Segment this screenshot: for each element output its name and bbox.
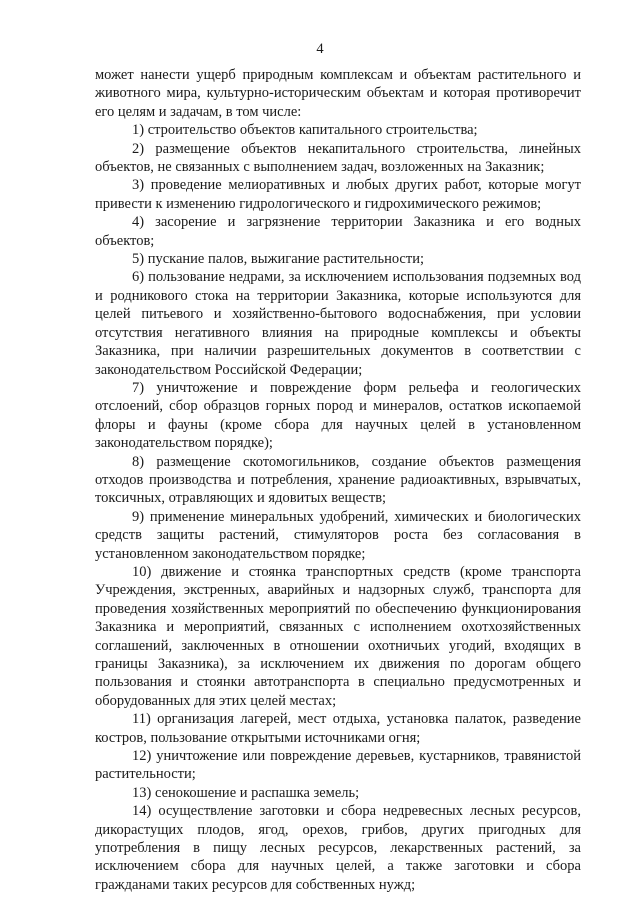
list-item-3: 3) проведение мелиоративных и любых других работ, которые могут привести к изменению гидрологического и гидрохимического режимов; — [95, 177, 581, 212]
list-item-4: 4) засорение и загрязнение территории Заказника и его водных объектов; — [95, 214, 581, 249]
list-item-9: 9) применение минеральных удобрений, химических и биологических средств защиты растений, стимуляторов роста без согласования в установленном законодательством порядке; — [95, 508, 581, 562]
list-item-14: 14) осуществление заготовки и сбора недревесных лесных ресурсов, дикорастущих плодов, ягод, орехов, грибов, других пригодных для употребления в пищу лесных ресурсов, лекарственных растений, за исключением сбора для научных целей, а также заготовки и сбора гражданами таких ресурсов для собственных нужд; — [95, 803, 581, 893]
list-item-11: 11) организация лагерей, мест отдыха, установка палаток, разведение костров, пользование открытыми источниками огня; — [95, 711, 581, 746]
document-body — [95, 66, 581, 894]
list-item-2: 2) размещение объектов некапитального строительства, линейных объектов, не связанных с выполнением задач, возложенных на Заказник; — [95, 140, 581, 176]
list-item-5: 5) пускание палов, выжигание растительности; — [132, 251, 424, 268]
page-number: 4 — [316, 41, 324, 57]
list-item-13: 13) сенокошение и распашка земель; — [132, 784, 360, 801]
list-item-10: 10) движение и стоянка транспортных средств (кроме транспорта Учреждения, экстренных, аварийных и надзорных служб, транспорта для проведения хозяйственных мероприятий по обеспечению функционирования Заказника и мероприятий, связанных с исполнением охотхозяйственных соглашений, заключенных в отношении охотничьих угодий, входящих в границы Заказника), за исключением их движения по дорогам общего пользования и стоянки автотранспорта в специально предусмотренных и оборудованных для этих целей местах; — [95, 563, 581, 709]
paragraph-intro: может нанести ущерб природным комплексам и объектам растительного и животного мира, культурно-историческим объектам и которая противоречит его целям и задачам, в том числе: — [95, 67, 581, 120]
list-item-1: 1) строительство объектов капитального строительства; — [132, 122, 478, 139]
list-item-12: 12) уничтожение или повреждение деревьев, кустарников, травянистой растительности; — [95, 748, 581, 783]
list-item-8: 8) размещение скотомогильников, создание объектов размещения отходов производства и потребления, хранение радиоактивных, взрывчатых, токсичных, отравляющих и ядовитых веществ; — [95, 453, 581, 507]
list-item-7: 7) уничтожение и повреждение форм рельефа и геологических отслоений, сбор образцов горных пород и минералов, остатков ископаемой флоры и фауны (кроме сбора для научных целей в установленном законодательством порядке); — [95, 379, 581, 452]
list-item-6: 6) пользование недрами, за исключением использования подземных вод и родникового стока на территории Заказника, которые используются для целей питьевого и хозяйственно-бытового водоснабжения, при условии отсутствия негативного влияния на природные комплексы и объекты Заказника, при наличии разрешительных документов в соответствии с законодательством Российской Федерации; — [95, 269, 581, 378]
